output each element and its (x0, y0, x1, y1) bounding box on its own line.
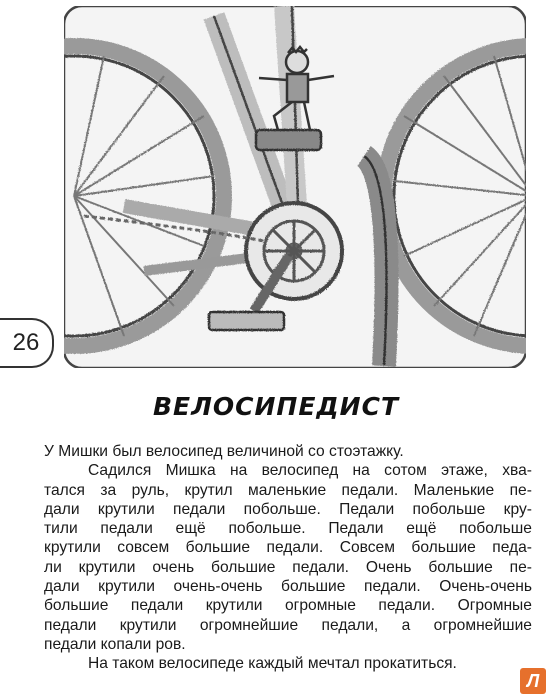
word: большие (428, 558, 493, 576)
paragraph-line (44, 596, 532, 615)
word: крутили (205, 597, 263, 615)
word: крутили (78, 558, 136, 576)
word: крутили (44, 539, 101, 557)
word: крутил (184, 481, 233, 499)
word: педали, (321, 616, 379, 634)
bicycle-illustration (64, 6, 526, 368)
word: Очень-очень (439, 578, 532, 596)
paragraph-line (44, 500, 532, 519)
word: а (401, 616, 411, 634)
word: побольше. (228, 520, 306, 538)
word: огромнейшие (433, 616, 532, 634)
word: педали. (341, 481, 399, 499)
word: большие (411, 539, 476, 557)
word: огромнейшие (199, 616, 299, 634)
word: большие (185, 539, 251, 557)
word: Очень (365, 558, 412, 576)
word: маленькие (248, 481, 327, 499)
word: педали. (378, 597, 436, 615)
word: Совсем (339, 539, 395, 557)
word: совсем (117, 539, 170, 557)
word: педали (130, 597, 184, 615)
word: ещё (175, 520, 206, 538)
word: педали (100, 520, 153, 538)
word: педа- (492, 539, 532, 557)
word: пе- (509, 481, 532, 499)
word: крутили (98, 578, 155, 596)
word: кру- (503, 500, 532, 518)
story-text (44, 442, 532, 674)
word: большие (211, 558, 276, 576)
paragraph-line (44, 461, 532, 480)
word: крутили (119, 616, 177, 634)
word: руль, (131, 481, 170, 499)
word: за (100, 481, 117, 499)
word: большие (281, 578, 346, 596)
word: Педали (328, 520, 384, 538)
word: Мишка (165, 462, 216, 480)
paragraph-line (44, 558, 532, 577)
word: тался (44, 481, 85, 499)
page-number: 26 (0, 318, 54, 368)
word: ли (44, 558, 62, 576)
word: очень (152, 558, 195, 576)
word: побольше (459, 520, 532, 538)
word: ещё (406, 520, 437, 538)
paragraph-line (44, 616, 532, 635)
paragraph-line: педали копали ров. (44, 635, 186, 653)
paragraph-line (44, 577, 532, 596)
word: тили (44, 520, 78, 538)
word: педали. (364, 578, 421, 596)
word: педали (173, 500, 226, 518)
word: на (229, 462, 248, 480)
paragraph-line (44, 538, 532, 557)
story-title: ВЕЛОСИПЕДИСТ (152, 392, 399, 421)
word: побольше (412, 500, 486, 518)
word: дали (44, 500, 80, 518)
word: Садился (88, 462, 152, 480)
publisher-logo-icon: Л (520, 668, 546, 694)
word: большие (44, 597, 109, 615)
paragraph-line: На таком велосипеде каждый мечтал прокатиться. (88, 655, 457, 673)
word: педали (44, 616, 97, 634)
word: дали (44, 578, 80, 596)
word: Огромные (457, 597, 532, 615)
word: этаже, (441, 462, 488, 480)
word: Педали (339, 500, 395, 518)
word: педали. (266, 539, 324, 557)
word: Маленькие (413, 481, 495, 499)
word: огромные (284, 597, 356, 615)
word: крутили (97, 500, 155, 518)
word: очень-очень (173, 578, 263, 596)
word: сотом (384, 462, 427, 480)
word: побольше. (243, 500, 321, 518)
paragraph-line (44, 481, 532, 500)
word: велосипед (261, 462, 339, 480)
word: хва- (502, 462, 532, 480)
word: на (352, 462, 370, 480)
paragraph-line: У Мишки был велосипед величиной со стоэтажку. (44, 443, 404, 460)
word: пе- (509, 558, 532, 576)
word: педали. (292, 558, 349, 576)
paragraph-line (44, 519, 532, 538)
